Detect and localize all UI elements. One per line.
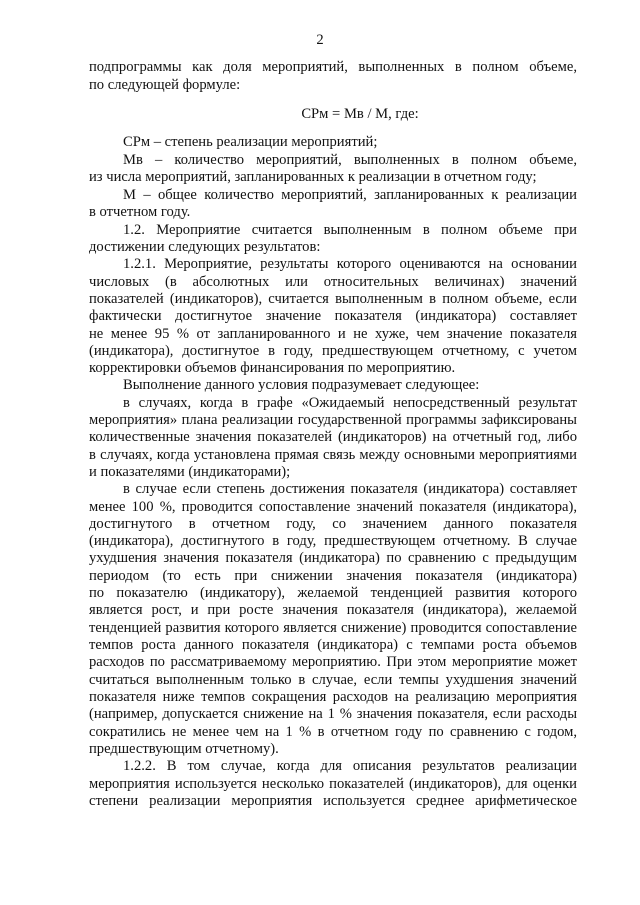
text-line: достижении следующих результатов:: [89, 239, 321, 255]
text-line: по показателю (индикатору), желаемой тенденцией развития которого: [89, 585, 577, 601]
text-line: числовых (в абсолютных или относительных величинах) значений: [89, 274, 577, 290]
text-line: мероприятия используется несколько показателей (индикаторов), для оценки: [89, 776, 577, 792]
formula: [0, 106, 640, 123]
text-line: по следующей формуле:: [89, 77, 241, 93]
text-line: сократились не менее чем на 1 % в отчетном году по сравнению с годом,: [89, 724, 577, 740]
text-line: периодом (то есть при снижении значения показателя (индикатора): [89, 568, 577, 584]
text-line: (индикатора), достигнутое в году, предшествующем отчетному, с учетом: [89, 343, 577, 359]
text-line: (например, допускается снижение на 1 % значения показателя, если расходы: [89, 706, 577, 722]
text-line: степени реализации мероприятия используется среднее арифметическое: [89, 793, 577, 809]
formula-text: СРм = Мв / М, где:: [301, 106, 419, 122]
text-line: менее 100 %, проводится сопоставление значений показателя (индикатора),: [89, 499, 577, 515]
text-line: Выполнение данного условия подразумевает следующее:: [123, 377, 480, 393]
text-line: фактически достигнутое значение показателя (индикатора) составляет: [89, 308, 577, 324]
text-line: СРм – степень реализации мероприятий;: [123, 134, 378, 150]
text-line: 1.2.2. В том случае, когда для описания результатов реализации: [123, 758, 577, 774]
text-line: (индикатора), достигнутого в году, предшествующем отчетному. В случае: [89, 533, 577, 549]
text-line: является рост, и при росте значения показателя (индикатора), желаемой: [89, 602, 577, 618]
text-line: в случаях, когда установлена прямая связь между основными мероприятиями: [89, 447, 577, 463]
text-line: предшествующим отчетному).: [89, 741, 279, 757]
text-line: в случаях, когда в графе «Ожидаемый непосредственный результат: [123, 395, 577, 411]
text-line: в отчетном году.: [89, 204, 191, 220]
text-line: ухудшения значения показателя (индикатора) по сравнению с предыдущим: [89, 550, 577, 566]
page-number: 2: [316, 32, 324, 48]
text-line: в случае если степень достижения показателя (индикатора) составляет: [123, 481, 577, 497]
text-line: 1.2. Мероприятие считается выполненным в полном объеме при: [123, 222, 577, 238]
text-line: не менее 95 % от запланированного и не хуже, чем значение показателя: [89, 326, 577, 342]
text-line: показателя ниже темпов сокращения расходов на реализацию мероприятия: [89, 689, 577, 705]
text-line: подпрограммы как доля мероприятий, выполненных в полном объеме,: [89, 59, 577, 75]
text-line: и показателями (индикаторами);: [89, 464, 291, 480]
text-line: из числа мероприятий, запланированных к реализации в отчетном году;: [89, 169, 537, 185]
text-line: показателей (индикаторов), считается выполненным в полном объеме, если: [89, 291, 577, 307]
text-line: мероприятия» плана реализации государственной программы зафиксированы: [89, 412, 577, 428]
text-line: М – общее количество мероприятий, запланированных к реализации: [123, 187, 577, 203]
text-line: корректировки объемов финансирования по мероприятию.: [89, 360, 456, 376]
text-line: 1.2.1. Мероприятие, результаты которого оцениваются на основании: [123, 256, 577, 272]
text-line: тенденцией развития которого является снижение) проводится сопоставление: [89, 620, 577, 636]
text-line: достигнутого в отчетном году, со значением данного показателя: [89, 516, 577, 532]
text-line: считаться выполненным только в случае, если темпы ухудшения значений: [89, 672, 577, 688]
text-line: расходов по рассматриваемому мероприятию. При этом мероприятие может: [89, 654, 577, 670]
text-line: количественные значения показателей (индикаторов) на отчетный год, либо: [89, 429, 577, 445]
text-line: Мв – количество мероприятий, выполненных в полном объеме,: [123, 152, 577, 168]
text-line: темпов роста данного показателя (индикатора) с темпами роста объемов: [89, 637, 577, 653]
